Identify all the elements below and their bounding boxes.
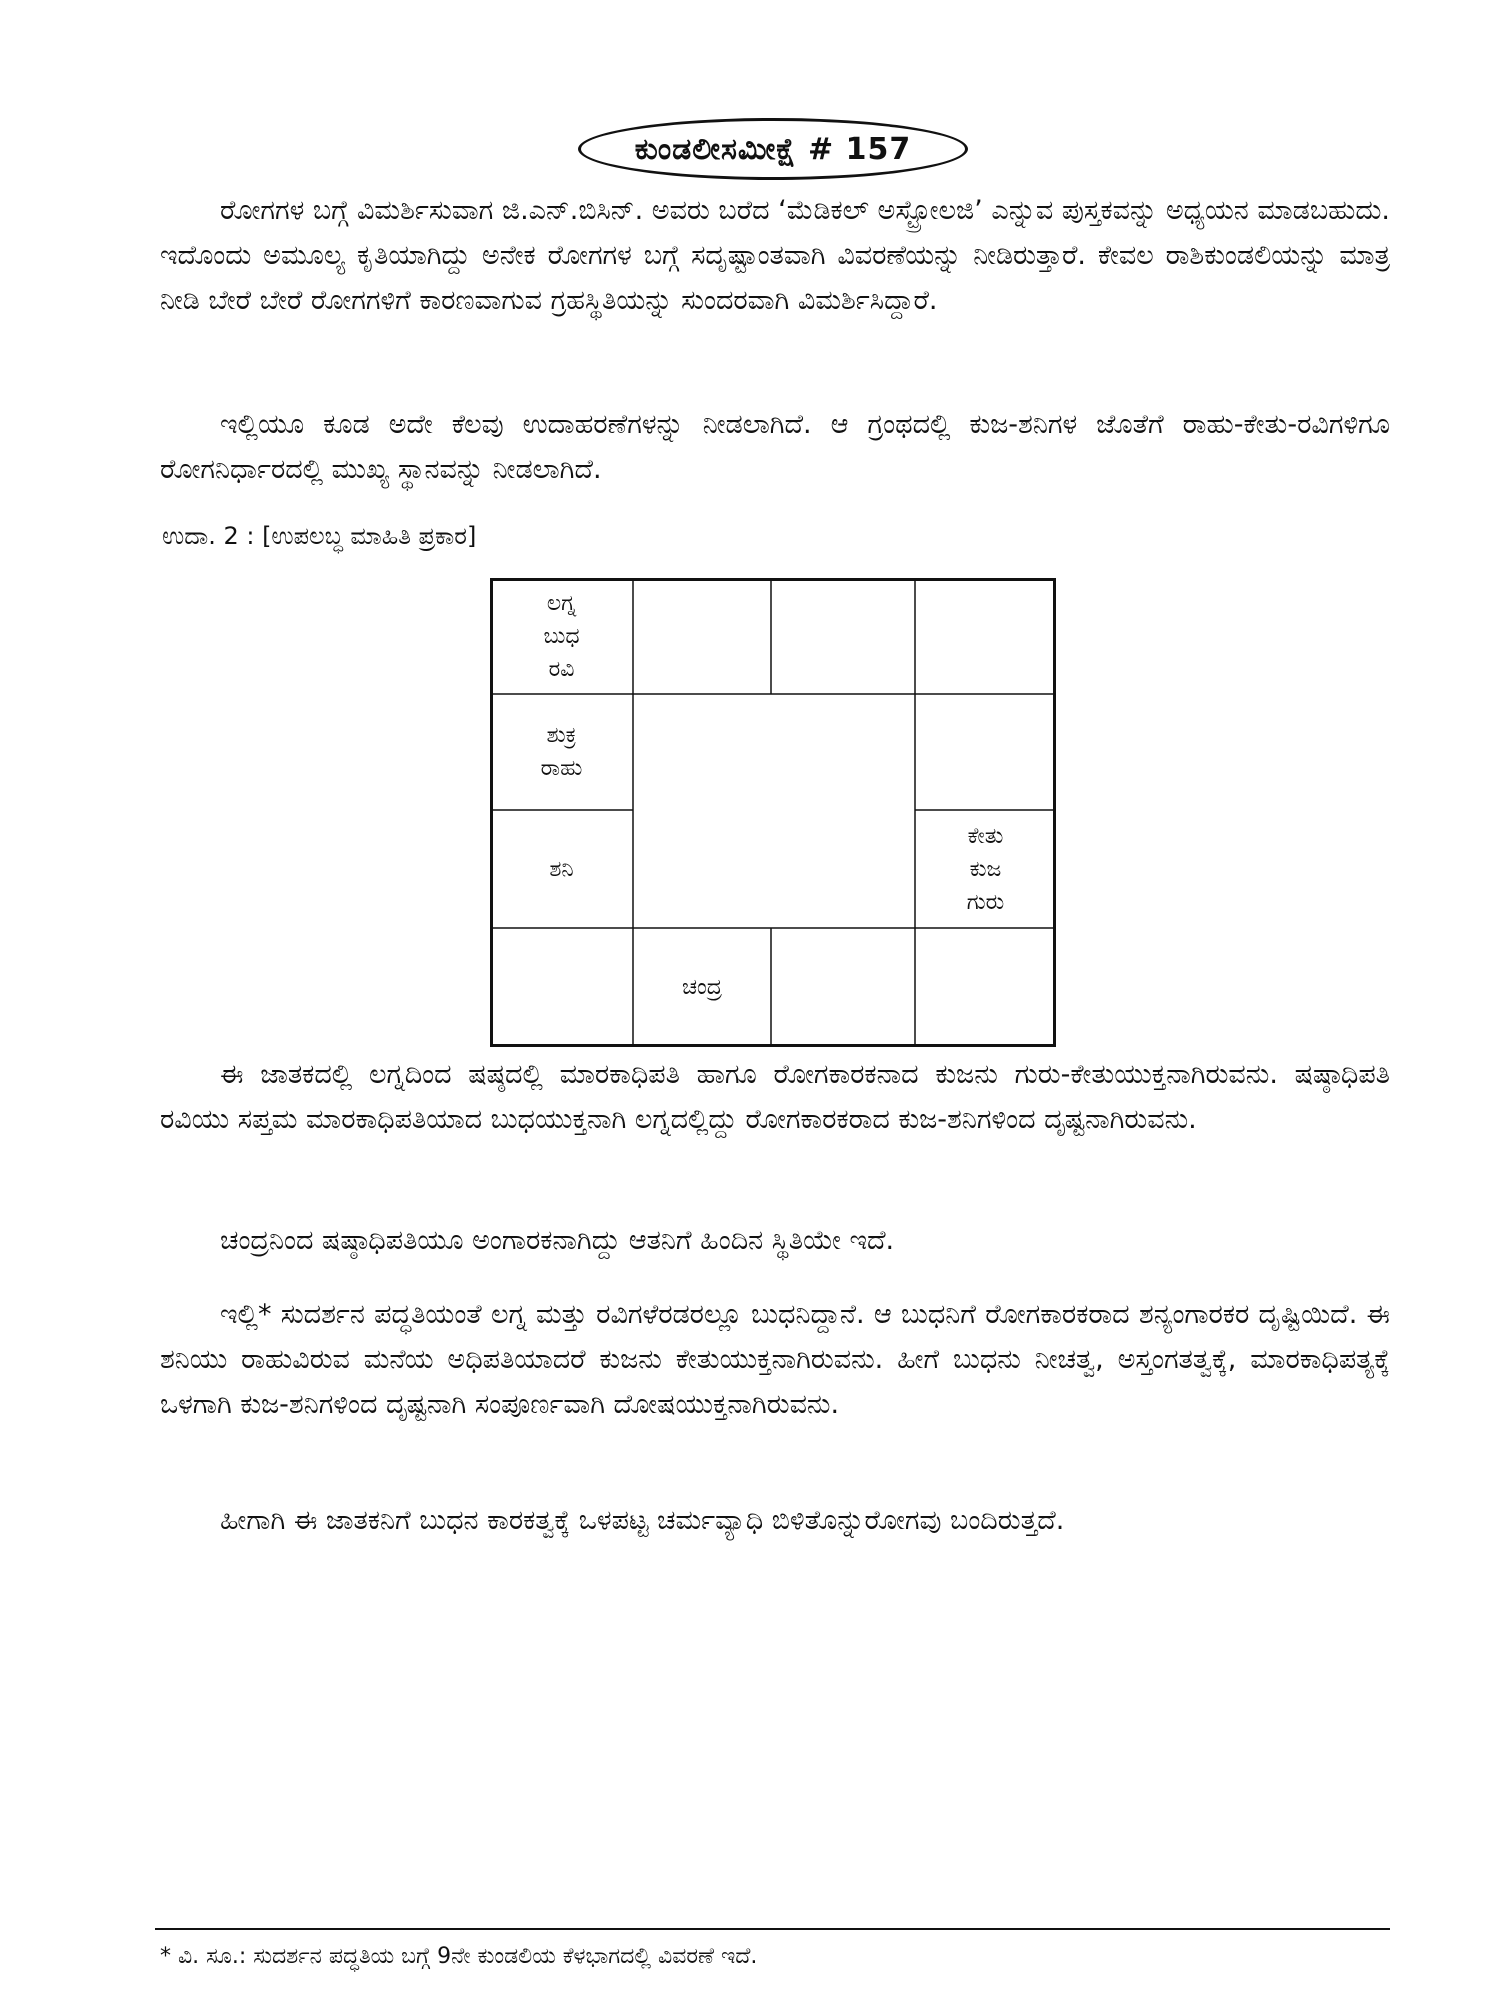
footnote-divider: [155, 1928, 1390, 1930]
paragraph-5: ಇಲ್ಲಿ* ಸುದರ್ಶನ ಪದ್ಧತಿಯಂತೆ ಲಗ್ನ ಮತ್ತು ರವಿಗಳೆರಡರಲ್ಲೂ ಬುಧನಿದ್ದಾನೆ. ಆ ಬುಧನಿಗೆ ರೋಗಕಾರಕರಾದ ಶನ್ಯಂಗಾರಕರ ದೃಷ್ಟಿಯಿದೆ. ಈ ಶನಿಯು ರಾಹುವಿರುವ ಮನೆಯ ಅಧಿಪತಿಯಾದರೆ ಕುಜನು ಕೇತುಯುಕ್ತನಾಗಿರುವನು. ಹೀಗೆ ಬುಧನು ನೀಚತ್ವ, ಅಸ್ತಂಗತತ್ವಕ್ಕೆ, ಮಾರಕಾಧಿಪತ್ಯಕ್ಕೆ ಒಳಗಾಗಿ ಕುಜ-ಶನಿಗಳಿಂದ ದೃಷ್ಟನಾಗಿ ಸಂಪೂರ್ಣವಾಗಿ ದೋಷಯುಕ್ತನಾಗಿರುವನು.: [160, 1299, 1390, 1420]
planet-shukra: ಶುಕ್ರ: [546, 723, 577, 748]
paragraph-3: ಈ ಜಾತಕದಲ್ಲಿ ಲಗ್ನದಿಂದ ಷಷ್ಠದಲ್ಲಿ ಮಾರಕಾಧಿಪತಿ ಹಾಗೂ ರೋಗಕಾರಕನಾದ ಕುಜನು ಗುರು-ಕೇತುಯುಕ್ತನಾಗಿರುವನು. ಷಷ್ಠಾಧಿಪತಿ ರವಿಯು ಸಪ್ತಮ ಮಾರಕಾಧಿಪತಿಯಾದ ಬುಧಯುಕ್ತನಾಗಿ ಲಗ್ನದಲ್ಲಿದ್ದು ರೋಗಕಾರಕರಾದ ಕುಜ-ಶನಿಗಳಿಂದ ದೃಷ್ಟನಾಗಿರುವನು.: [160, 1059, 1390, 1135]
page-title: ಕುಂಡಲೀಸಮೀಕ್ಷೆ # 157: [578, 118, 968, 180]
horoscope-chart: [490, 578, 1058, 1048]
paragraph-1: ರೋಗಗಳ ಬಗ್ಗೆ ವಿಮರ್ಶಿಸುವಾಗ ಜಿ.ಎನ್.ಬಿಸಿನ್. ಅವರು ಬರೆದ ‘ಮೆಡಿಕಲ್ ಅಸ್ಟ್ರೋಲಜಿ’ ಎನ್ನುವ ಪುಸ್ತಕವನ್ನು ಅಧ್ಯಯನ ಮಾಡಬಹುದು. ಇದೊಂದು ಅಮೂಲ್ಯ ಕೃತಿಯಾಗಿದ್ದು ಅನೇಕ ರೋಗಗಳ ಬಗ್ಗೆ ಸದೃಷ್ಟಾಂತವಾಗಿ ವಿವರಣೆಯನ್ನು ನೀಡಿರುತ್ತಾರೆ. ಕೇವಲ ರಾಶಿಕುಂಡಲಿಯನ್ನು ಮಾತ್ರ ನೀಡಿ ಬೇರೆ ಬೇರೆ ರೋಗಗಳಿಗೆ ಕಾರಣವಾಗುವ ಗ್ರಹಸ್ಥಿತಿಯನ್ನು ಸುಂದರವಾಗಿ ವಿಮರ್ಶಿಸಿದ್ದಾರೆ.: [160, 195, 1390, 316]
paragraph-2: ಇಲ್ಲಿಯೂ ಕೂಡ ಅದೇ ಕೆಲವು ಉದಾಹರಣೆಗಳನ್ನು ನೀಡಲಾಗಿದೆ. ಆ ಗ್ರಂಥದಲ್ಲಿ ಕುಜ-ಶನಿಗಳ ಜೊತೆಗೆ ರಾಹು-ಕೇತು-ರವಿಗಳಿಗೂ ರೋಗನಿರ್ಧಾರದಲ್ಲಿ ಮುಖ್ಯ ಸ್ಥಾನವನ್ನು ನೀಡಲಾಗಿದೆ.: [160, 409, 1390, 485]
planet-budha: ಬುಧ: [543, 623, 580, 649]
chart-house-shukra: [490, 694, 633, 810]
planet-kuja: ಕುಜ: [969, 856, 1002, 882]
planet-chandra: ಚಂದ್ರ: [682, 974, 722, 1000]
chart-house-chandra: [633, 928, 771, 1046]
chart-house-ketu: [915, 810, 1056, 928]
example-label: ಉದಾ. 2 : [ಉಪಲಬ್ಧ ಮಾಹಿತಿ ಪ್ರಕಾರ]: [162, 522, 477, 550]
paragraph-4: ಚಂದ್ರನಿಂದ ಷಷ್ಠಾಧಿಪತಿಯೂ ಅಂಗಾರಕನಾಗಿದ್ದು ಆತನಿಗೆ ಹಿಂದಿನ ಸ್ಥಿತಿಯೇ ಇದೆ.: [220, 1225, 895, 1256]
chart-house-lagna: [490, 578, 633, 694]
planet-ravi: ರವಿ: [548, 656, 575, 682]
footnote: * ವಿ. ಸೂ.: ಸುದರ್ಶನ ಪದ್ಧತಿಯ ಬಗ್ಗೆ 9ನೇ ಕುಂಡಲಿಯ ಕೆಳಭಾಗದಲ್ಲಿ ವಿವರಣೆ ಇದೆ.: [160, 1944, 758, 1969]
planet-shani: ಶನಿ: [549, 856, 574, 882]
planet-rahu: ರಾಹು: [540, 756, 583, 781]
paragraph-6: ಹೀಗಾಗಿ ಈ ಜಾತಕನಿಗೆ ಬುಧನ ಕಾರಕತ್ವಕ್ಕೆ ಒಳಪಟ್ಟ ಚರ್ಮವ್ಯಾಧಿ ಬಿಳಿತೊನ್ನುರೋಗವು ಬಂದಿರುತ್ತದೆ.: [220, 1505, 1065, 1536]
chart-house-shani: [490, 810, 633, 928]
planet-guru: ಗುರು: [966, 889, 1005, 915]
planet-ketu: ಕೇತು: [967, 823, 1004, 849]
planet-lagna: ಲಗ್ನ: [546, 590, 577, 616]
